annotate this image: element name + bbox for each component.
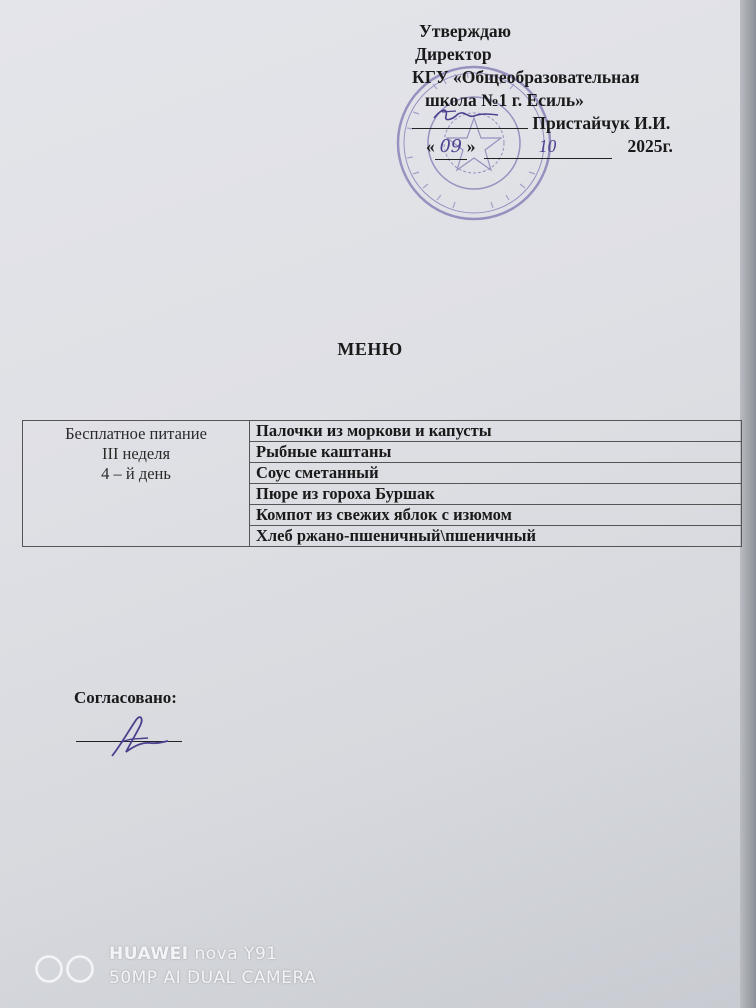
approval-school: школа №1 г. Есиль» bbox=[425, 90, 584, 110]
category-week: III неделя bbox=[101, 444, 171, 463]
dish-cell: Компот из свежих яблок с изюмом bbox=[250, 505, 742, 526]
camera-brand: HUAWEI bbox=[109, 944, 189, 964]
wall-edge bbox=[740, 0, 756, 1008]
approval-title: Утверждаю bbox=[419, 21, 512, 41]
approval-position: Директор bbox=[415, 44, 492, 64]
approval-organization: КГУ «Общеобразовательная bbox=[412, 67, 640, 87]
menu-title: МЕНЮ bbox=[337, 339, 403, 359]
dish-cell: Соус сметанный bbox=[250, 463, 742, 484]
approval-block bbox=[412, 20, 712, 160]
camera-model-line bbox=[109, 942, 316, 966]
menu-table bbox=[22, 420, 742, 547]
signature-line bbox=[412, 112, 528, 129]
agreed-label: Согласовано: bbox=[74, 688, 177, 707]
date-close-quote: » bbox=[466, 136, 476, 156]
camera-lens-logo-icon bbox=[34, 954, 98, 984]
signer-name: Пристайчук И.И. bbox=[532, 113, 671, 133]
director-signature-icon bbox=[412, 104, 528, 126]
approval-signature-row bbox=[412, 112, 712, 135]
dish-cell: Палочки из моркови и капусты bbox=[250, 421, 742, 442]
dish-cell: Пюре из гороха Буршак bbox=[250, 484, 742, 505]
approval-date-row bbox=[412, 135, 712, 160]
camera-watermark bbox=[109, 942, 316, 990]
date-open-quote: « bbox=[426, 136, 435, 156]
date-day: 09 bbox=[435, 136, 467, 160]
dish-cell: Хлеб ржано-пшеничный\пшеничный bbox=[250, 526, 742, 547]
menu-category-cell bbox=[23, 421, 250, 547]
table-row bbox=[23, 421, 742, 442]
category-type: Бесплатное питание bbox=[65, 424, 207, 443]
camera-model: nova Y91 bbox=[188, 944, 278, 964]
dish-cell: Рыбные каштаны bbox=[250, 442, 742, 463]
date-month: 10 bbox=[484, 135, 612, 159]
agreed-signature-icon bbox=[104, 712, 170, 762]
camera-spec-line: 50MP AI DUAL CAMERA bbox=[109, 968, 317, 988]
category-day: 4 – й день bbox=[101, 464, 171, 483]
date-year: 2025г. bbox=[627, 136, 673, 156]
